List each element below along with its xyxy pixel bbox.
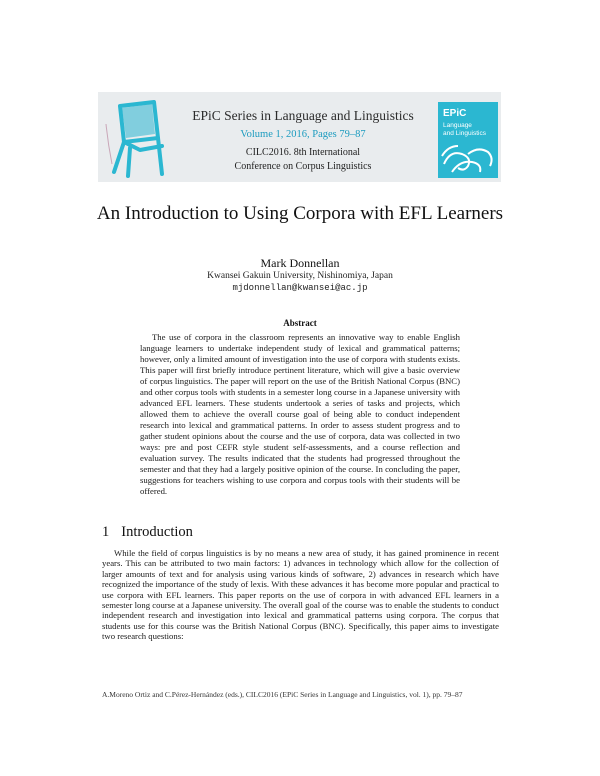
epic-logo-line-2: and Linguistics (443, 130, 486, 137)
epic-logo-icon (438, 102, 498, 178)
epic-logo-title: EPiC (443, 108, 467, 119)
abstract-text: The use of corpora in the classroom represents an innovative way to enable English language learners to undertake independent study of lexical and grammatical patterns; however, only a limited amount of investigation into the use of corpora with students exists. This paper will first briefly introduce pertinent literature, which will give a basic overview of corpus linguistics. The paper will report on the use of the British National Corpus (BNC) and other corpus tools with students in a semester long course in a Japanese university with advanced EFL learners. These students undertook a series of tasks and projects, which allowed them to achieve the overall course goal of being able to conduct independent research into lexical and grammatical patterns. In order to assess student progress and to gather student opinions about the course and the use of corpora, data was collected in two ways: pre and post CEFR style student self-assessments, and a course reflection and evaluation survey. The results indicated that the students had progressed throughout the semester and that they had a largely positive opinion of the course. In concluding the paper, suggestions for teachers wishing to use corpora and corpus tools with their students will be offered. (140, 332, 460, 496)
footer-citation: A.Moreno Ortiz and C.Pérez-Hernández (eds.), CILC2016 (EPiC Series in Language and Linguistics, vol. 1), pp. 79–87 (102, 690, 463, 699)
section-number: 1 (102, 524, 110, 540)
paper-title: An Introduction to Using Corpora with EFL Learners (96, 203, 504, 224)
epic-logo (438, 102, 498, 178)
series-title: EPiC Series in Language and Linguistics (192, 108, 414, 123)
author-name: Mark Donnellan (260, 256, 340, 270)
abstract-heading: Abstract (283, 318, 317, 328)
section-heading (102, 524, 402, 541)
chair-logo-icon (100, 94, 176, 182)
series-header (98, 92, 501, 182)
conference-line-2: Conference on Corpus Linguistics (234, 161, 372, 172)
section-title: Introduction (121, 524, 193, 540)
section-text: While the field of corpus linguistics is by no means a new area of study, it has gained prominence in recent years. This can be attributed to two main factors: 1) advances in technology which allow for the collection of larger amounts of text and for analysis using various kinds of software, 2) advances in research which have recognized the importance of the study of lexis. With these advances it has become more popular and practical to use corpora with EFL learners. This paper reports on the use of corpora in with advanced EFL learners in a semester long course at a Japanese university. The overall goal of the course was to enable the students to conduct independent research and investigation into lexical and grammatical patterns using corpora. The corpus that students use for this course was the British National Corpus (BNC). Specifically, this paper aims to investigate two research questions: (102, 548, 499, 642)
conference-name (188, 146, 418, 174)
author-affiliation: Kwansei Gakuin University, Nishinomiya, Japan (207, 271, 393, 281)
series-volume[interactable]: Volume 1, 2016, Pages 79–87 (240, 129, 366, 140)
author-email[interactable]: mjdonnellan@kwansei@ac.jp (232, 283, 368, 293)
conference-line-1: CILC2016. 8th International (245, 147, 361, 158)
epic-logo-line-1: Language (443, 122, 472, 129)
